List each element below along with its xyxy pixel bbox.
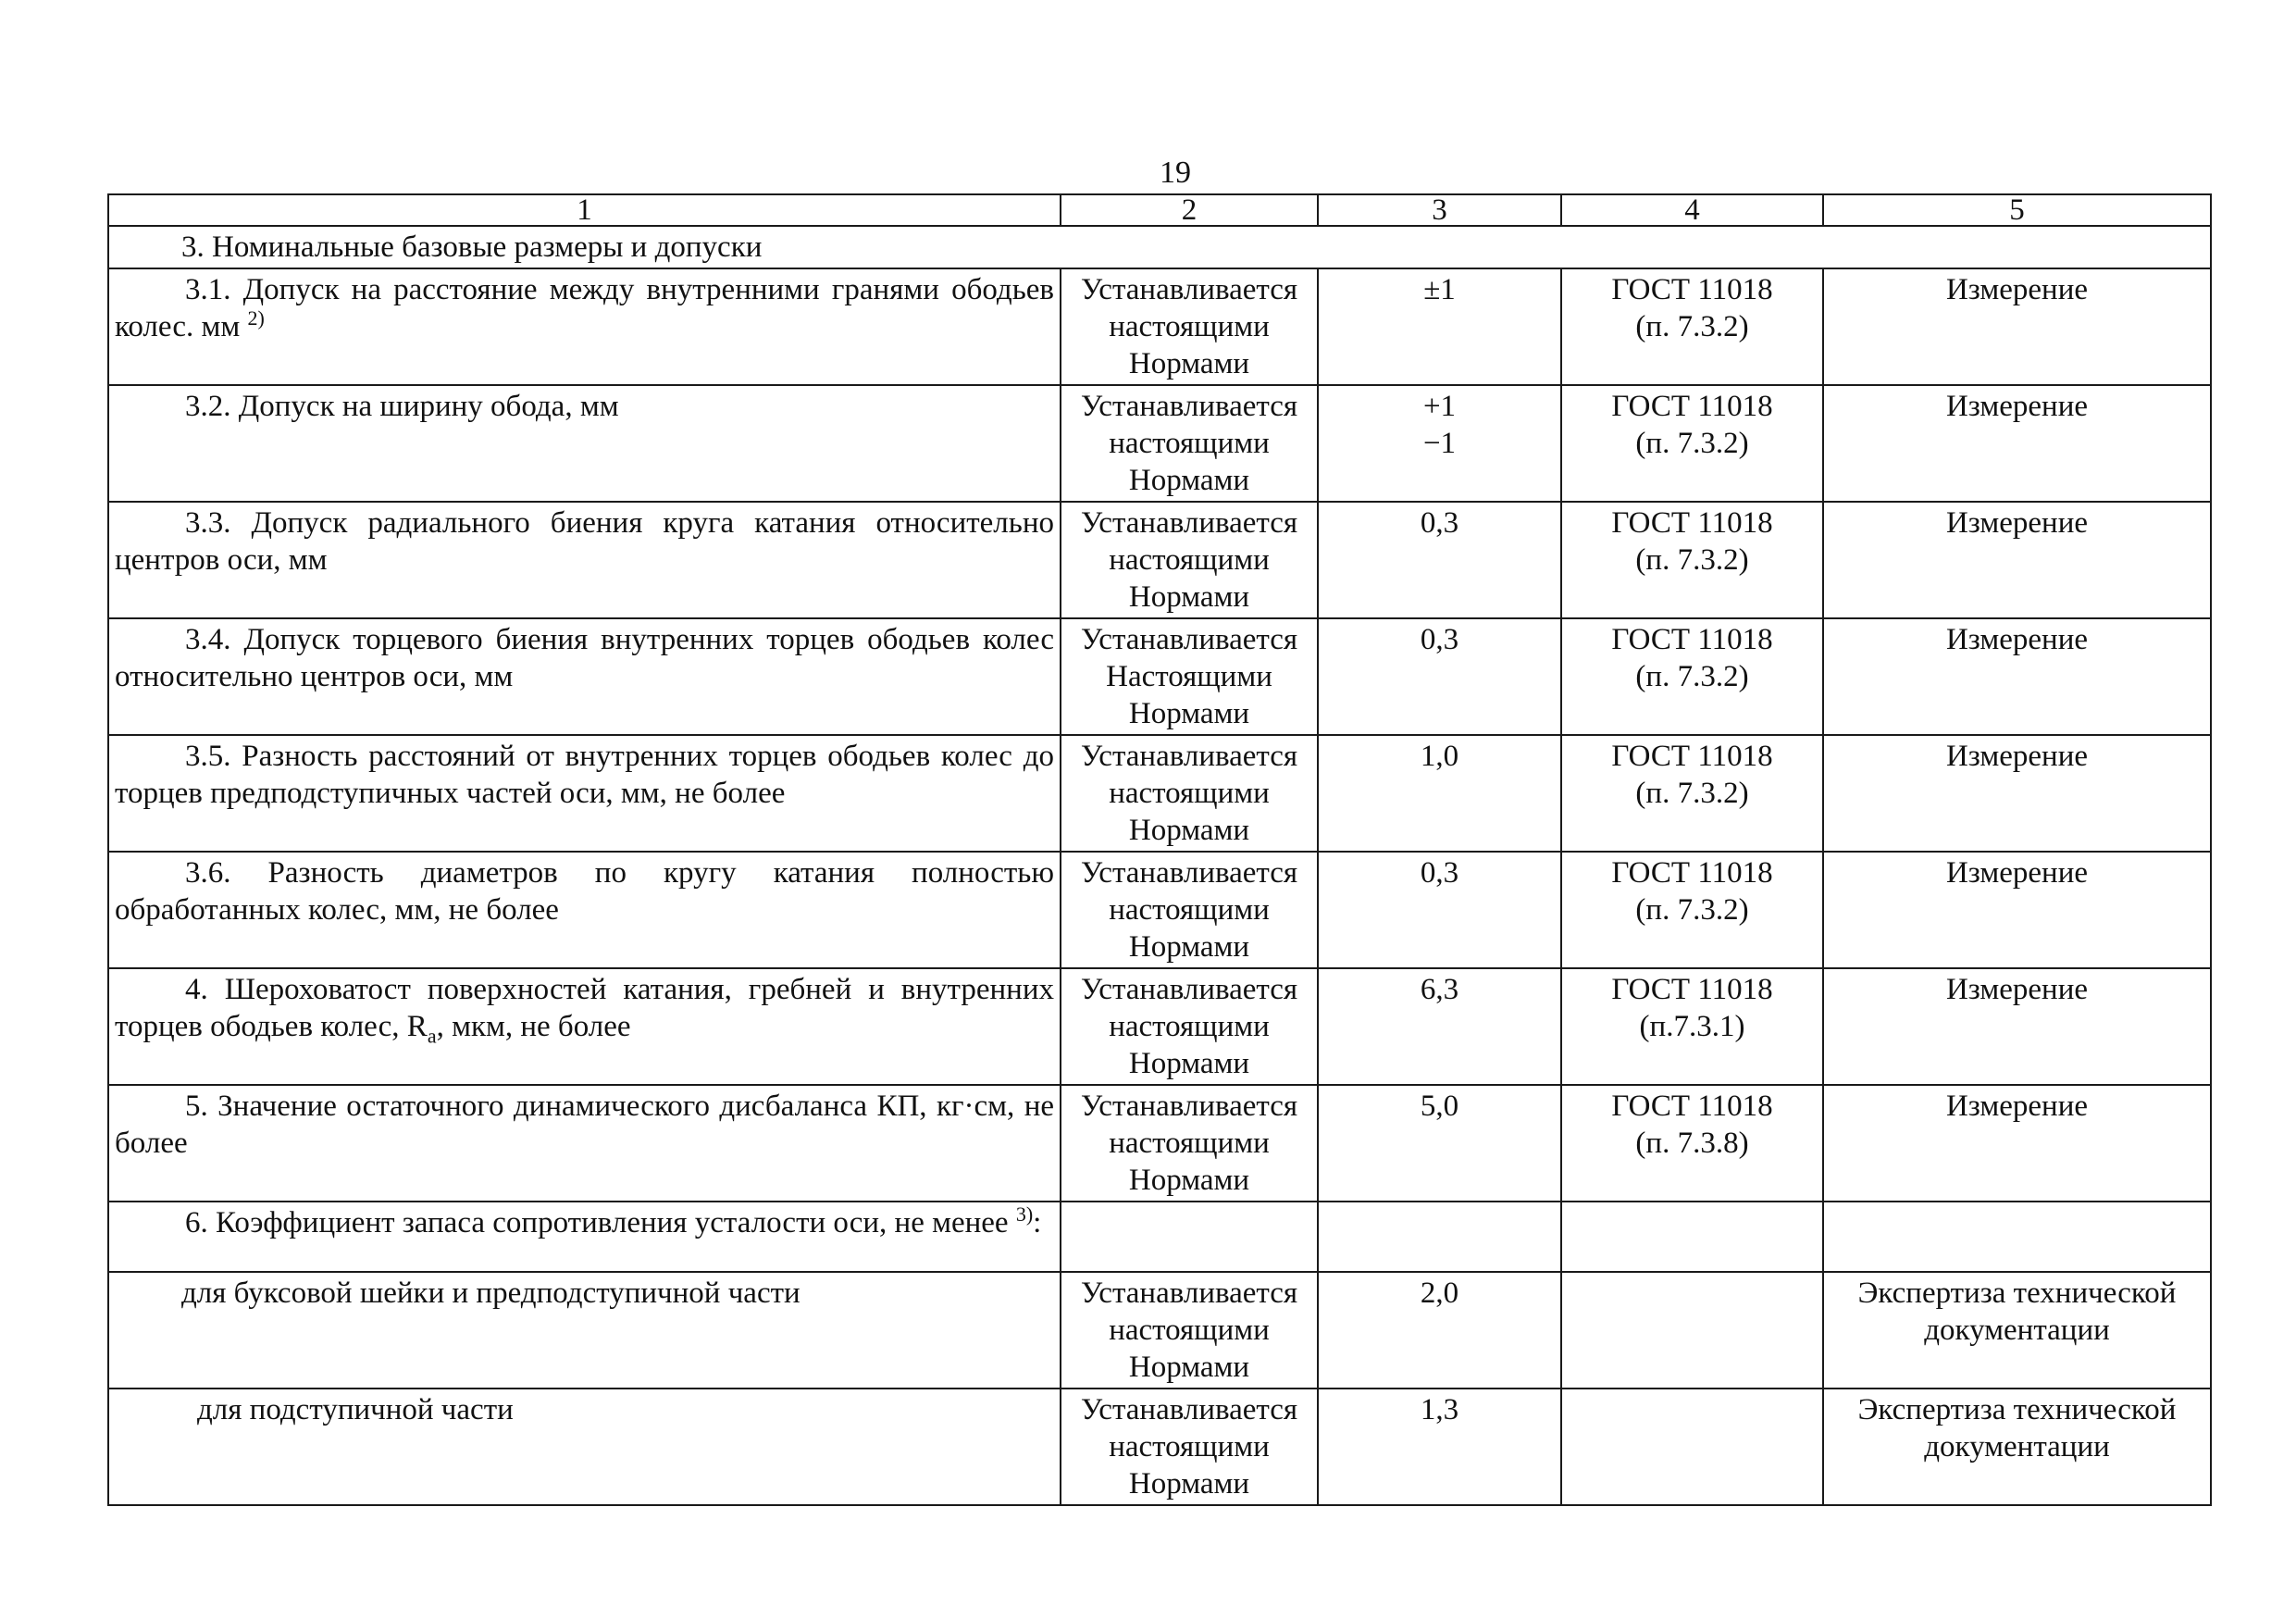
value-upper: +1 bbox=[1422, 390, 1457, 423]
how-set-line: Устанавливается bbox=[1080, 1090, 1298, 1123]
method-cell: Измерение bbox=[1823, 735, 2211, 852]
parameter-text: 3.1. Допуск на расстояние между внутренними гранями ободьев колес. мм bbox=[115, 273, 1054, 343]
column-number: 4 bbox=[1561, 194, 1823, 226]
how-set-line: Нормами bbox=[1128, 697, 1250, 730]
column-number: 3 bbox=[1318, 194, 1561, 226]
how-set-line: Нормами bbox=[1128, 580, 1250, 614]
gost-cell bbox=[1561, 385, 1823, 502]
how-set-line: Нормами bbox=[1128, 814, 1250, 847]
gost-line: ГОСТ 11018 bbox=[1611, 506, 1773, 540]
how-set-cell bbox=[1061, 385, 1318, 502]
empty-cell bbox=[1561, 1389, 1823, 1505]
table-row bbox=[108, 618, 2211, 735]
table-row bbox=[108, 735, 2211, 852]
gost-cell bbox=[1561, 968, 1823, 1085]
norms-table bbox=[107, 193, 2212, 1506]
gost-line: (п. 7.3.2) bbox=[1635, 660, 1749, 693]
how-set-line: Устанавливается bbox=[1080, 740, 1298, 773]
value-cell: 6,3 bbox=[1318, 968, 1561, 1085]
how-set-line: Нормами bbox=[1128, 1164, 1250, 1197]
table-row bbox=[108, 1272, 2211, 1389]
how-set-line: настоящими bbox=[1109, 1010, 1270, 1043]
gost-line: (п. 7.3.2) bbox=[1635, 427, 1749, 460]
how-set-line: настоящими bbox=[1109, 310, 1270, 343]
value-cell: 0,3 bbox=[1318, 502, 1561, 618]
method-line: Экспертиза технической bbox=[1857, 1393, 2177, 1426]
method-cell: Измерение bbox=[1823, 385, 2211, 502]
footnote-ref: 3) bbox=[1015, 1202, 1034, 1226]
value-cell: 2,0 bbox=[1318, 1272, 1561, 1389]
how-set-line: Устанавливается bbox=[1080, 1277, 1298, 1310]
section-title: 3. Номинальные базовые размеры и допуски bbox=[108, 226, 2211, 268]
value-cell: 1,3 bbox=[1318, 1389, 1561, 1505]
gost-line: ГОСТ 11018 bbox=[1611, 740, 1773, 773]
how-set-cell bbox=[1061, 1085, 1318, 1202]
gost-cell bbox=[1561, 852, 1823, 968]
how-set-line: Устанавливается bbox=[1080, 856, 1298, 890]
table-row bbox=[108, 1085, 2211, 1202]
gost-line: (п. 7.3.2) bbox=[1635, 310, 1749, 343]
gost-line: (п. 7.3.8) bbox=[1635, 1127, 1749, 1160]
how-set-line: настоящими bbox=[1109, 1430, 1270, 1463]
empty-cell bbox=[1061, 1202, 1318, 1272]
parameter-cell: для буксовой шейки и предподступичной части bbox=[108, 1272, 1061, 1389]
how-set-line: Устанавливается bbox=[1080, 390, 1298, 423]
parameter-cell: 3.3. Допуск радиального биения круга катания относительно центров оси, мм bbox=[108, 502, 1061, 618]
how-set-line: Устанавливается bbox=[1080, 973, 1298, 1006]
parameter-cell: 3.4. Допуск торцевого биения внутренних торцев ободьев колес относительно центров оси, мм bbox=[108, 618, 1061, 735]
section-row bbox=[108, 226, 2211, 268]
value-lower: −1 bbox=[1422, 427, 1457, 460]
method-cell: Измерение bbox=[1823, 502, 2211, 618]
how-set-cell bbox=[1061, 735, 1318, 852]
value-cell: 5,0 bbox=[1318, 1085, 1561, 1202]
value-cell: 0,3 bbox=[1318, 852, 1561, 968]
gost-cell bbox=[1561, 268, 1823, 385]
how-set-cell bbox=[1061, 502, 1318, 618]
how-set-cell bbox=[1061, 968, 1318, 1085]
method-cell bbox=[1823, 1389, 2211, 1505]
empty-cell bbox=[1561, 1202, 1823, 1272]
how-set-line: Устанавливается bbox=[1080, 623, 1298, 656]
parameter-cell: 3.6. Разность диаметров по кругу катания полностью обработанных колес, мм, не более bbox=[108, 852, 1061, 968]
table-row bbox=[108, 1389, 2211, 1505]
table-row bbox=[108, 385, 2211, 502]
parameter-cell: 3.5. Разность расстояний от внутренних торцев ободьев колес до торцев предподступичных частей оси, мм, не более bbox=[108, 735, 1061, 852]
how-set-line: настоящими bbox=[1109, 1127, 1270, 1160]
how-set-line: настоящими bbox=[1109, 777, 1270, 810]
parameter-cell: для подступичной части bbox=[108, 1389, 1061, 1505]
table-row bbox=[108, 268, 2211, 385]
gost-line: ГОСТ 11018 bbox=[1611, 273, 1773, 306]
how-set-line: Нормами bbox=[1128, 1351, 1250, 1384]
table-row bbox=[108, 1202, 2211, 1272]
parameter-cell bbox=[108, 968, 1061, 1085]
gost-line: ГОСТ 11018 bbox=[1611, 390, 1773, 423]
method-cell: Измерение bbox=[1823, 852, 2211, 968]
gost-line: (п. 7.3.2) bbox=[1635, 543, 1749, 577]
parameter-tail: , мкм, не более bbox=[436, 1010, 631, 1043]
method-line: документации bbox=[1924, 1314, 2110, 1347]
column-number: 5 bbox=[1823, 194, 2211, 226]
how-set-line: Устанавливается bbox=[1080, 273, 1298, 306]
method-line: Экспертиза технической bbox=[1857, 1277, 2177, 1310]
how-set-cell bbox=[1061, 1272, 1318, 1389]
footnote-ref: 2) bbox=[247, 306, 265, 330]
how-set-line: Нормами bbox=[1128, 1047, 1250, 1080]
how-set-line: Устанавливается bbox=[1080, 1393, 1298, 1426]
gost-line: ГОСТ 11018 bbox=[1611, 1090, 1773, 1123]
how-set-line: Настоящими bbox=[1106, 660, 1272, 693]
gost-line: ГОСТ 11018 bbox=[1611, 623, 1773, 656]
how-set-line: Устанавливается bbox=[1080, 506, 1298, 540]
gost-cell bbox=[1561, 502, 1823, 618]
how-set-line: Нормами bbox=[1128, 347, 1250, 380]
parameter-cell: 5. Значение остаточного динамического дисбаланса КП, кг·см, не более bbox=[108, 1085, 1061, 1202]
table-row bbox=[108, 502, 2211, 618]
table-row bbox=[108, 968, 2211, 1085]
gost-line: ГОСТ 11018 bbox=[1611, 856, 1773, 890]
value-cell: 0,3 bbox=[1318, 618, 1561, 735]
gost-cell bbox=[1561, 1085, 1823, 1202]
how-set-cell bbox=[1061, 618, 1318, 735]
empty-cell bbox=[1318, 1202, 1561, 1272]
method-cell: Измерение bbox=[1823, 618, 2211, 735]
gost-cell bbox=[1561, 735, 1823, 852]
value-cell: ±1 bbox=[1318, 268, 1561, 385]
subscript: a bbox=[427, 1024, 437, 1048]
how-set-line: настоящими bbox=[1109, 893, 1270, 927]
how-set-line: настоящими bbox=[1109, 427, 1270, 460]
method-cell: Измерение bbox=[1823, 968, 2211, 1085]
page-number: 19 bbox=[1160, 156, 1191, 190]
how-set-line: настоящими bbox=[1109, 543, 1270, 577]
how-set-cell bbox=[1061, 852, 1318, 968]
empty-cell bbox=[1561, 1272, 1823, 1389]
column-number-row bbox=[108, 194, 2211, 226]
parameter-cell bbox=[108, 1202, 1061, 1272]
how-set-line: Нормами bbox=[1128, 464, 1250, 497]
method-cell bbox=[1823, 1272, 2211, 1389]
method-cell: Измерение bbox=[1823, 1085, 2211, 1202]
empty-cell bbox=[1823, 1202, 2211, 1272]
how-set-line: Нормами bbox=[1128, 1467, 1250, 1501]
gost-cell bbox=[1561, 618, 1823, 735]
parameter-tail: : bbox=[1033, 1206, 1042, 1239]
method-cell: Измерение bbox=[1823, 268, 2211, 385]
value-cell: 1,0 bbox=[1318, 735, 1561, 852]
gost-line: (п. 7.3.2) bbox=[1635, 893, 1749, 927]
how-set-line: настоящими bbox=[1109, 1314, 1270, 1347]
how-set-line: Нормами bbox=[1128, 930, 1250, 964]
method-line: документации bbox=[1924, 1430, 2110, 1463]
value-cell bbox=[1318, 385, 1561, 502]
parameter-text: 6. Коэффициент запаса сопротивления усталости оси, не менее bbox=[185, 1206, 1009, 1239]
gost-line: ГОСТ 11018 bbox=[1611, 973, 1773, 1006]
parameter-cell: 3.2. Допуск на ширину обода, мм bbox=[108, 385, 1061, 502]
table-row bbox=[108, 852, 2211, 968]
parameter-text: 4. Шероховатост поверхностей катания, гребней и внутренних торцев ободьев колес, R bbox=[115, 973, 1054, 1043]
column-number: 2 bbox=[1061, 194, 1318, 226]
how-set-cell bbox=[1061, 1389, 1318, 1505]
gost-line: (п. 7.3.2) bbox=[1635, 777, 1749, 810]
column-number: 1 bbox=[108, 194, 1061, 226]
parameter-cell bbox=[108, 268, 1061, 385]
gost-line: (п.7.3.1) bbox=[1639, 1010, 1745, 1043]
how-set-cell bbox=[1061, 268, 1318, 385]
